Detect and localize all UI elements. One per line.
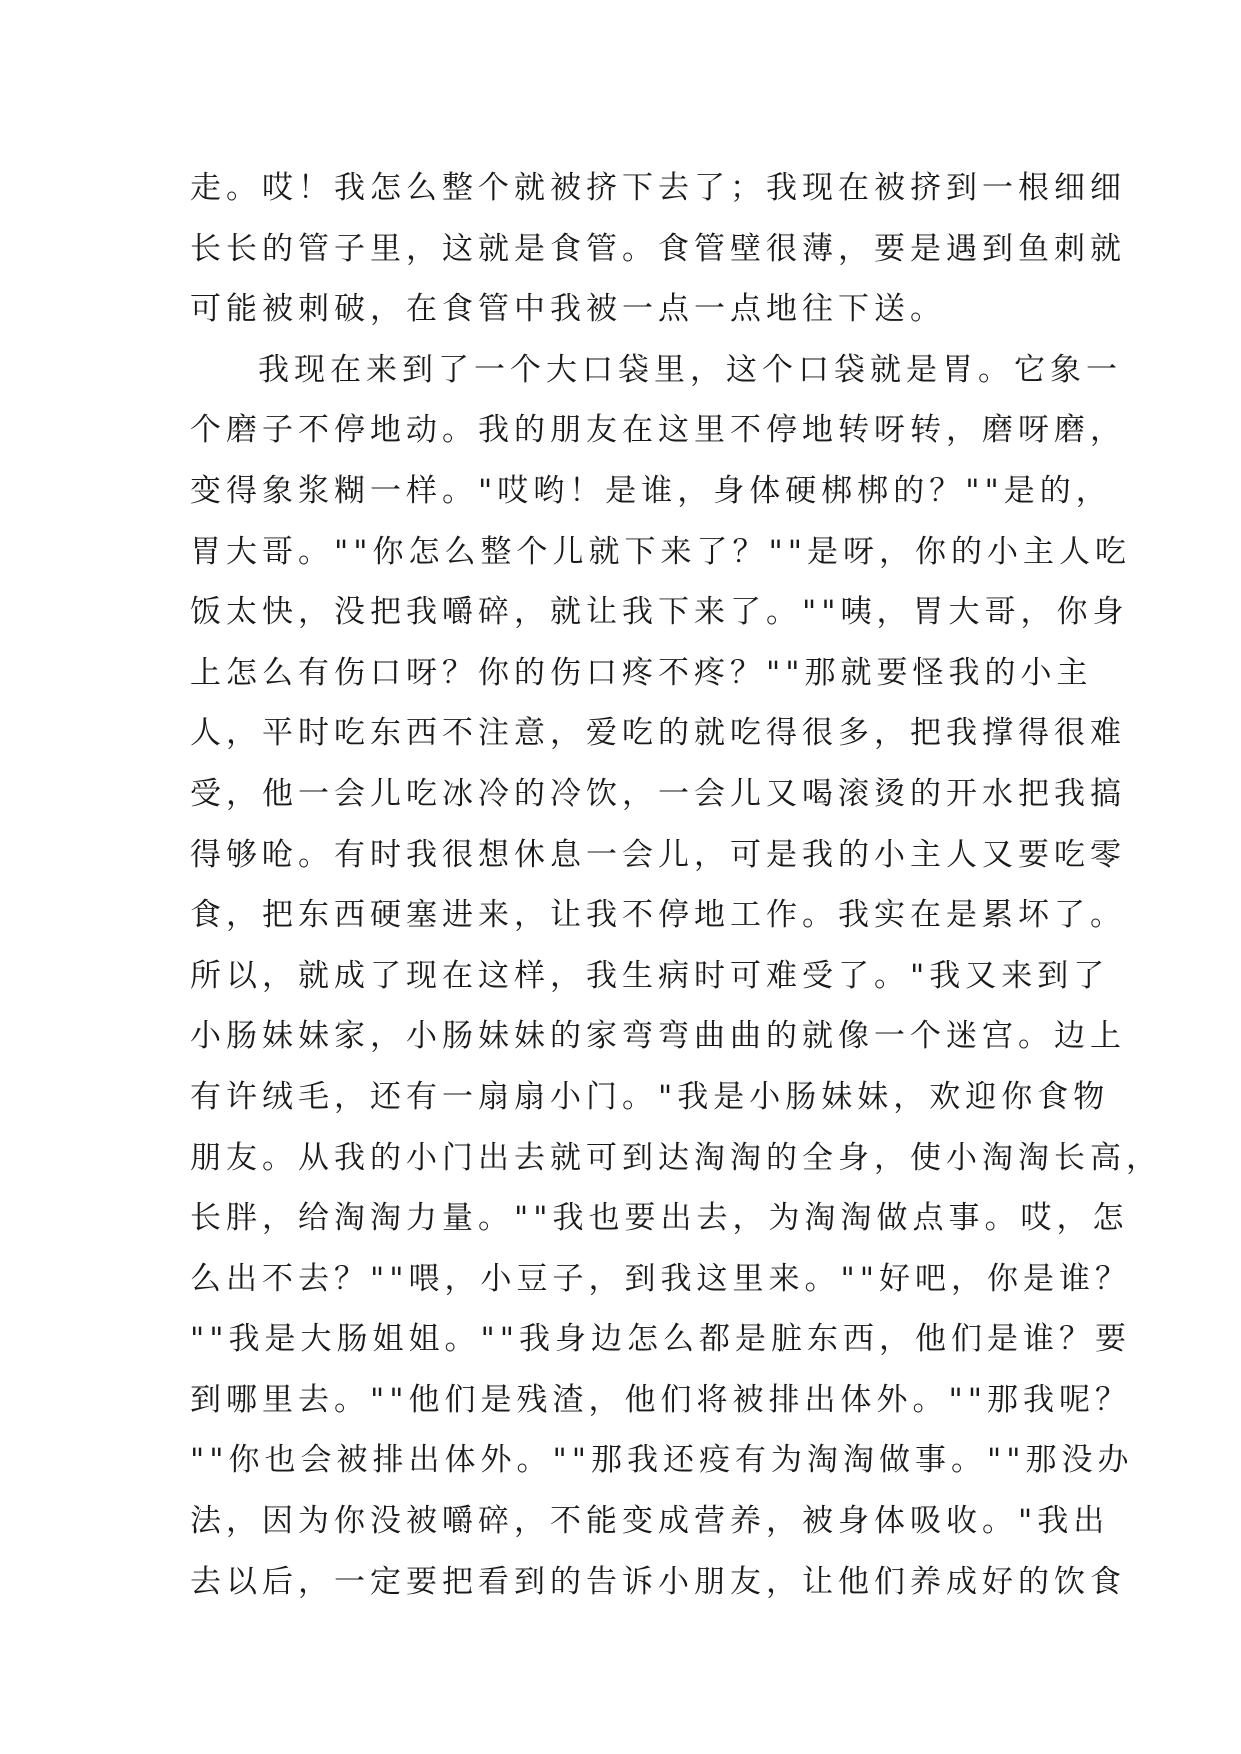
text-line: 胃大哥。""你怎么整个儿就下来了？""是呀，你的小主人吃 [190,533,1132,570]
text-line: 所以，就成了现在这样，我生病时可难受了。"我又来到了 [190,957,1110,994]
text-line: 去以后，一定要把看到的告诉小朋友，让他们养成好的饮食 [190,1563,1126,1600]
text-line: 小肠妹妹家，小肠妹妹的家弯弯曲曲的就像一个迷宫。边上 [190,1018,1126,1055]
text-line: 有许绒毛，还有一扇扇小门。"我是小肠妹妹，欢迎你食物 [190,1078,1110,1115]
text-line: 个磨子不停地动。我的朋友在这里不停地转呀转，磨呀磨， [190,412,1126,449]
text-line: 到哪里去。""他们是残渣，他们将被排出体外。""那我呢？ [190,1381,1132,1418]
text-line: 饭太快，没把我嚼碎，就让我下来了。""咦，胃大哥，你身 [190,594,1129,631]
body-text [190,158,1162,1612]
text-line: 人，平时吃东西不注意，爱吃的就吃得很多，把我撑得很难 [190,715,1126,752]
text-line: 长长的管子里，这就是食管。食管壁很薄，要是遇到鱼刺就 [190,230,1126,267]
text-line: 法，因为你没被嚼碎，不能变成营养，被身体吸收。"我出 [190,1503,1110,1540]
text-line: 受，他一会儿吃冰冷的冷饮，一会儿又喝滚烫的开水把我搞 [190,775,1126,812]
text-line: 上怎么有伤口呀？你的伤口疼不疼？""那就要怪我的小主 [190,654,1093,691]
text-line: 朋友。从我的小门出去就可到达淘淘的全身，使小淘淘长高， [190,1139,1162,1176]
paragraph-first-line: 我现在来到了一个大口袋里，这个口袋就是胃。它象一 [258,351,1122,388]
text-line: 食，把东西硬塞进来，让我不停地工作。我实在是累坏了。 [190,897,1126,934]
text-line: 长胖，给淘淘力量。""我也要出去，为淘淘做点事。哎，怎 [190,1200,1129,1237]
text-line: 么出不去？""喂，小豆子，到我这里来。""好吧，你是谁？ [190,1260,1132,1297]
text-line: 走。哎！我怎么整个就被挤下去了；我现在被挤到一根细细 [190,170,1126,206]
text-line: ""我是大肠姐姐。""我身边怎么都是脏东西，他们是谁？要 [190,1321,1132,1358]
text-line: ""你也会被排出体外。""那我还疫有为淘淘做事。""那没办 [190,1442,1134,1479]
text-line: 得够呛。有时我很想休息一会儿，可是我的小主人又要吃零 [190,836,1126,873]
text-line: 变得象浆糊一样。"哎哟！是谁，身体硬梆梆的？""是的， [190,472,1112,509]
text-line: 可能被刺破，在食管中我被一点一点地往下送。 [190,291,946,328]
